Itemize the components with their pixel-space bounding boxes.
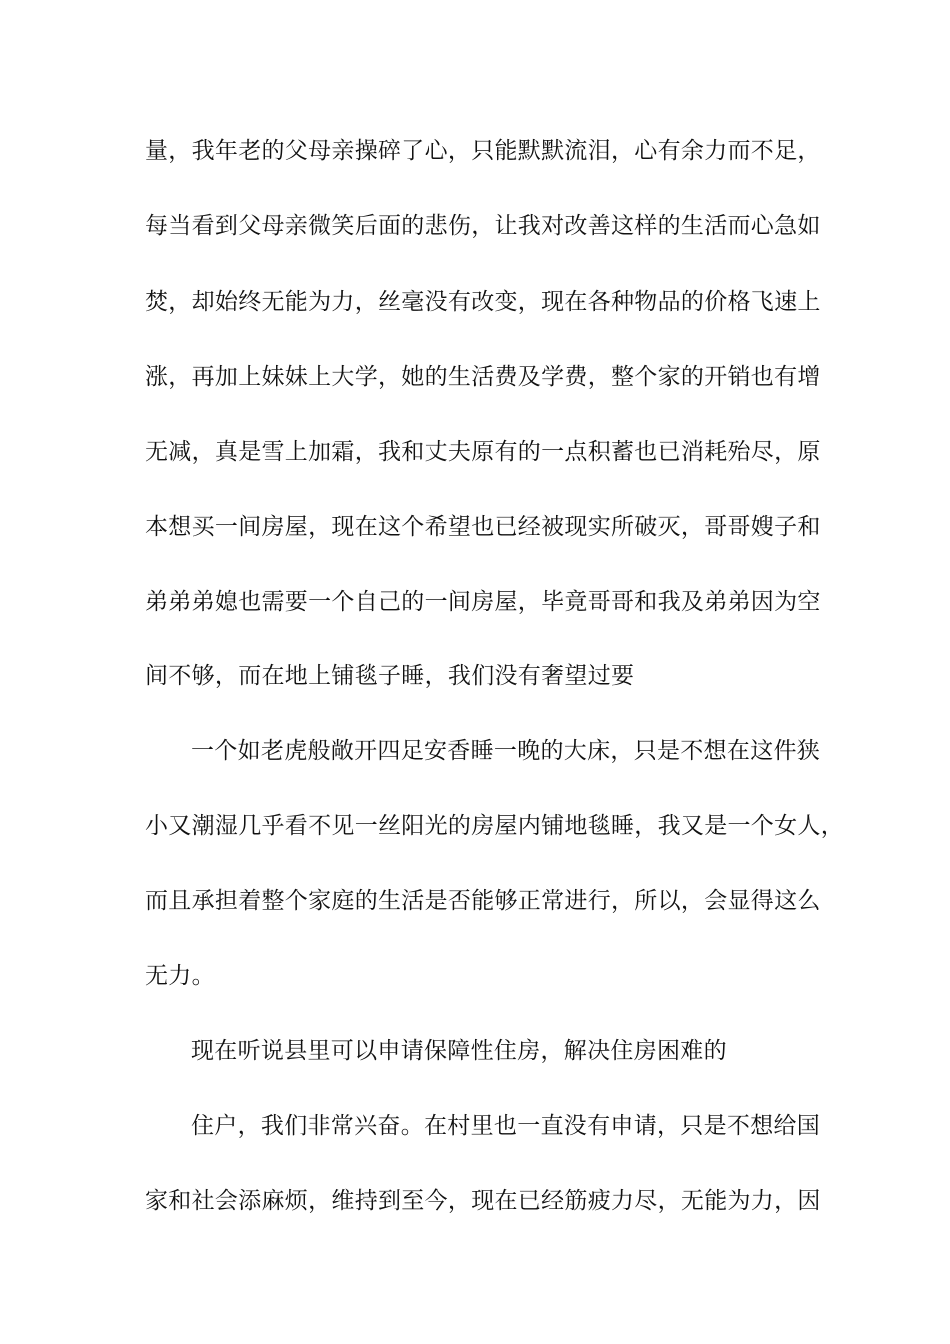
text-line: 焚，却始终无能为力，丝毫没有改变，现在各种物品的价格飞速上 [145, 289, 821, 315]
text-line: 小又潮湿几乎看不见一丝阳光的房屋内铺地毯睡，我又是一个女人， [145, 813, 844, 839]
text-line: 间不够，而在地上铺毯子睡，我们没有奢望过要 [145, 663, 635, 689]
paragraph-first-line: 一个如老虎般敞开四足安香睡一晚的大床，只是不想在这件狭 [191, 738, 821, 764]
text-line: 弟弟弟媳也需要一个自己的一间房屋，毕竟哥哥和我及弟弟因为空 [145, 589, 821, 615]
paragraph-first-line: 现在听说县里可以申请保障性住房，解决住房困难的 [191, 1038, 727, 1064]
text-line: 无减，真是雪上加霜，我和丈夫原有的一点积蓄也已消耗殆尽，原 [145, 439, 821, 465]
text-line: 每当看到父母亲微笑后面的悲伤，让我对改善这样的生活而心急如 [145, 213, 821, 239]
text-line: 无力。 [145, 963, 215, 989]
text-line: 量，我年老的父母亲操碎了心，只能默默流泪，心有余力而不足， [145, 138, 821, 164]
paragraph-first-line: 住户，我们非常兴奋。在村里也一直没有申请，只是不想给国 [191, 1113, 821, 1139]
text-line: 而且承担着整个家庭的生活是否能够正常进行，所以，会显得这么 [145, 888, 821, 914]
text-line: 涨，再加上妹妹上大学，她的生活费及学费，整个家的开销也有增 [145, 364, 821, 390]
text-line: 本想买一间房屋，现在这个希望也已经被现实所破灭，哥哥嫂子和 [145, 514, 821, 540]
text-line: 家和社会添麻烦，维持到至今，现在已经筋疲力尽，无能为力，因 [145, 1188, 821, 1214]
